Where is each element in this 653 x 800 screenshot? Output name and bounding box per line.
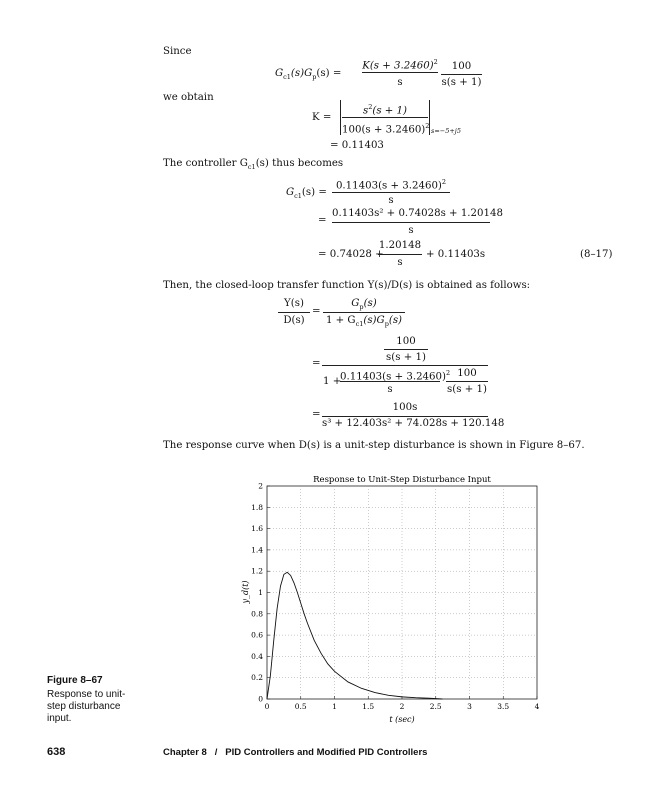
y-tick-label: 0 (258, 694, 263, 704)
eq4-eq-b: = (312, 358, 321, 369)
y-tick-label: 1.4 (251, 545, 263, 555)
eq4-rhs-den (323, 315, 405, 330)
eq4-rhs-den-sub2: p (384, 320, 389, 329)
controller-intro-rest: (s) thus becomes (255, 158, 344, 169)
eq2-den (342, 120, 428, 136)
eq1-num1-text: K(s + 3.2460) (362, 60, 434, 72)
eq2-lhs: K = (312, 112, 332, 123)
page-number: 638 (47, 746, 66, 758)
eq3-l3-num: 1.20148 (378, 240, 422, 251)
eq2-result: = 0.11403 (330, 140, 384, 151)
since-text: Since (163, 46, 192, 57)
eq3-l2-eq: = (318, 215, 327, 226)
eq3-l3-bar (378, 254, 422, 255)
eq4-rhs-num-g: G (351, 298, 360, 309)
eq4-b-den-bar (340, 381, 440, 382)
eq1-lhs-g: G (275, 68, 284, 79)
eq2-num (342, 101, 428, 117)
x-tick-label: 0 (264, 702, 270, 711)
eq4-b-den-num-text: 0.11403(s + 3.2460) (340, 371, 446, 383)
y-tick-label: 0.8 (251, 609, 263, 619)
eq2-eval: s=−5+j5 (431, 127, 461, 135)
eq2-den-sup: 2 (425, 122, 430, 130)
y-tick-label: 1 (258, 588, 263, 597)
eq4-b-den-num-sup: 2 (445, 369, 451, 377)
eq4-c-den: s³ + 12.403s² + 74.028s + 120.148 (322, 418, 505, 429)
eq2-abs-left (340, 100, 341, 135)
response-chart (240, 468, 550, 736)
eq3-l3-pre: = 0.74028 + (318, 249, 384, 260)
eq1-lhs-end: (s) = (316, 68, 342, 79)
figure-label: Figure 8–67 (47, 675, 103, 686)
eq3-l2-bar (332, 222, 490, 223)
eq1-sub-p: p (312, 73, 317, 82)
eq1-num2: 100 (451, 61, 472, 72)
y-tick-label: 1.2 (251, 566, 263, 576)
eq3-l3-post: + 0.11403s (426, 249, 486, 260)
x-tick-label: 1.5 (362, 702, 375, 711)
eq4-b-den-den: s (387, 384, 393, 395)
eq3-lhs-g: G (286, 187, 295, 198)
x-tick-label: 2.5 (429, 702, 442, 711)
figure-caption-line-1: Response to unit- (47, 689, 126, 700)
x-tick-label: 3.5 (497, 702, 510, 711)
x-tick-label: 0.5 (294, 702, 307, 711)
y-axis-label: y_d(t) (241, 580, 250, 604)
eq1-lhs-mid: (s)G (290, 68, 313, 79)
figure-caption-line-2: step disturbance (47, 701, 121, 712)
y-tick-label: 1.8 (251, 502, 263, 512)
eq4-rhs-den-text: 1 + G (325, 315, 356, 326)
response-text: The response curve when D(s) is a unit-step disturbance is shown in Figure 8–67. (163, 440, 585, 451)
eq4-b-den-den2: s(s + 1) (447, 384, 487, 395)
eq4-rhs-den-sub1: c1 (355, 320, 364, 329)
eq2-fraction-bar (342, 117, 428, 118)
eq3-l1-den: s (388, 195, 394, 206)
eq4-b-num-num: 100 (396, 336, 416, 347)
eq4-rhs-bar (323, 312, 405, 313)
x-axis-label: t (sec) (389, 715, 415, 724)
eq4-eq-c: = (312, 409, 321, 420)
y-tick-label: 1.6 (251, 524, 263, 534)
eq1-num1 (362, 56, 438, 72)
chart-title: Response to Unit-Step Disturbance Input (313, 475, 491, 485)
eq4-b-num-den: s(s + 1) (386, 352, 426, 363)
eq3-lhs-sub: c1 (294, 192, 302, 201)
eq1-sub-c1: c1 (283, 73, 291, 82)
eq2-den-text: 100(s + 3.2460) (342, 124, 426, 136)
eq4-c-bar (322, 416, 488, 417)
eq2-num-sup: 2 (368, 103, 373, 111)
eq4-rhs-num-sub: p (359, 303, 364, 312)
running-head: Chapter 8 / PID Controllers and Modified PID Controllers (163, 747, 428, 758)
controller-intro-sub: c1 (247, 163, 256, 172)
x-tick-label: 2 (399, 702, 405, 711)
eq4-lhs-bar (278, 312, 310, 313)
eq4-c-num: 100s (392, 402, 418, 413)
eq4-b-num-bar (384, 349, 428, 350)
x-tick-label: 3 (467, 702, 472, 711)
eq4-b-den-bar2 (446, 381, 488, 382)
eq2-num-rest: (s + 1) (372, 105, 408, 117)
y-tick-label: 2 (258, 481, 263, 491)
controller-intro-g: The controller G (163, 158, 248, 169)
x-tick-label: 4 (534, 702, 540, 711)
eq4-b-den-pre: 1 + (323, 376, 342, 387)
eq4-rhs-den-end: (s) (388, 315, 403, 326)
eq3-l3-den: s (397, 257, 403, 268)
closed-loop-text: Then, the closed-loop transfer function Y(s)/D(s) is obtained as follows: (163, 280, 531, 291)
eq4-eq-a: = (312, 306, 321, 317)
eq3-l1-num (332, 176, 450, 192)
eq2-num-s: s (362, 105, 369, 117)
eq3-l1-num-text: 0.11403(s + 3.2460) (335, 180, 442, 192)
we-obtain-text: we obtain (163, 92, 214, 103)
eq4-b-den-num2: 100 (457, 368, 477, 379)
eq3-lhs-end: (s) = (301, 187, 327, 198)
eq1-fraction-bar1 (362, 72, 438, 73)
eq3-l1-bar (332, 192, 450, 193)
eq2-abs-right (429, 100, 430, 135)
eq4-rhs-num-end: (s) (363, 298, 377, 309)
y-tick-label: 0.2 (251, 673, 263, 683)
eq1-den2: s(s + 1) (441, 77, 482, 88)
y-tick-label: 0.6 (251, 630, 263, 640)
x-tick-label: 1 (332, 702, 337, 711)
eq1-lhs (275, 68, 341, 83)
eq3-l2-num: 0.11403s² + 0.74028s + 1.20148 (332, 208, 503, 219)
y-tick-label: 0.4 (251, 651, 263, 661)
eq4-rhs-den-mid: (s)G (363, 315, 385, 326)
eq1-den1: s (397, 77, 403, 88)
controller-intro-text (163, 158, 343, 173)
eq1-num1-sup: 2 (433, 58, 438, 66)
eq4-lhs-num: Y(s) (284, 298, 304, 309)
eq3-l1-num-sup: 2 (441, 178, 447, 186)
eq4-lhs-den: D(s) (283, 315, 305, 326)
eq4-rhs-num (323, 298, 405, 313)
eq3-l2-den: s (408, 225, 414, 236)
eq3-lhs (286, 187, 327, 202)
eq4-b-main-bar (322, 365, 488, 366)
eq1-fraction-bar2 (441, 74, 482, 75)
equation-number: (8–17) (580, 249, 613, 260)
figure-caption-line-3: input. (47, 713, 72, 724)
